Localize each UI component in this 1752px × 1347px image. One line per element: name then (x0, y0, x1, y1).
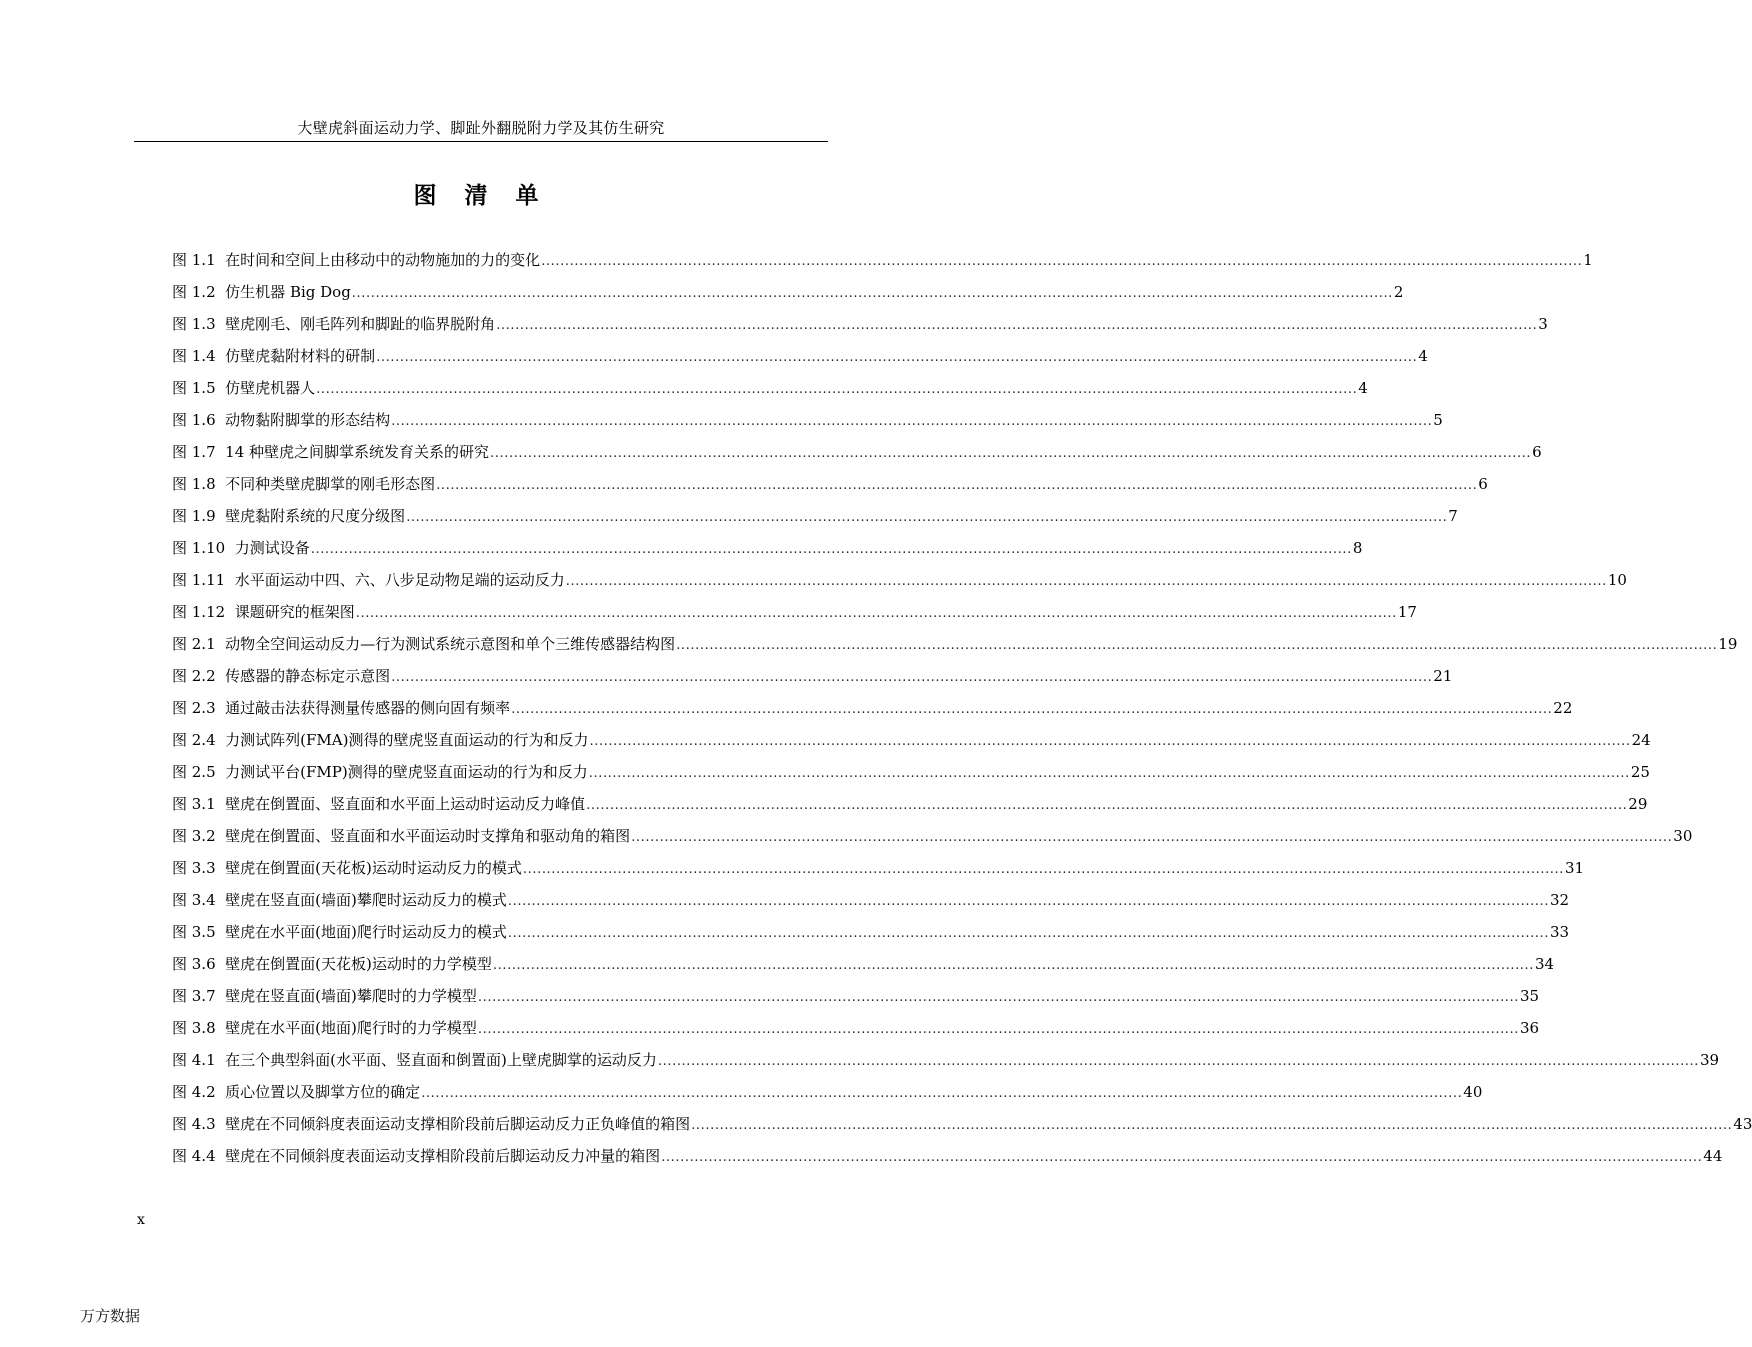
figure-list-item[interactable] (172, 500, 1458, 532)
figure-caption: 在三个典型斜面(水平面、竖直面和倒置面)上壁虎脚掌的运动反力 (225, 1051, 657, 1069)
figure-caption: 壁虎在倒置面、竖直面和水平面上运动时运动反力峰值 (225, 795, 586, 813)
figure-caption: 力测试平台(FMP)测得的壁虎竖直面运动的行为和反力 (225, 763, 588, 781)
figure-number-spacer (216, 916, 226, 948)
figure-caption: 仿壁虎机器人 (225, 379, 316, 397)
dot-leader: ............................................................................................................................................................................................................................ (589, 734, 1631, 749)
figure-number-spacer (216, 884, 226, 916)
figure-caption: 壁虎在不同倾斜度表面运动支撑相阶段前后脚运动反力冲量的箱图 (225, 1147, 661, 1165)
figure-list-item[interactable] (172, 1012, 1540, 1044)
figure-list-item[interactable] (172, 1044, 1720, 1076)
dot-leader: ............................................................................................................................................................................................................................ (522, 862, 1564, 877)
figure-list-item[interactable] (172, 564, 1627, 596)
watermark: 万方数据 (80, 1307, 141, 1325)
figure-number: 图 1.10 (172, 539, 226, 557)
dot-leader: ............................................................................................................................................................................................................................ (496, 318, 1538, 333)
figure-caption: 壁虎在水平面(地面)爬行时的力学模型 (225, 1019, 477, 1037)
figure-caption: 壁虎在竖直面(墙面)攀爬时运动反力的模式 (225, 891, 507, 909)
figure-caption: 不同种类壁虎脚掌的刚毛形态图 (225, 475, 436, 493)
figure-caption: 壁虎黏附系统的尺度分级图 (225, 507, 406, 525)
figure-list-item[interactable] (172, 628, 1738, 660)
figure-number-spacer (216, 244, 226, 276)
figure-page-number: 32 (1550, 891, 1570, 909)
figure-number: 图 1.12 (172, 603, 226, 621)
figure-number-spacer (216, 500, 226, 532)
figure-list-item[interactable] (172, 724, 1651, 756)
figure-caption: 仿壁虎黏附材料的研制 (225, 347, 376, 365)
figure-number-spacer (225, 564, 235, 596)
dot-leader: ............................................................................................................................................................................................................................ (355, 606, 1397, 621)
dot-leader: ............................................................................................................................................................................................................................ (376, 350, 1418, 365)
figure-list (172, 244, 1752, 1172)
figure-number: 图 1.4 (172, 347, 216, 365)
figure-caption: 质心位置以及脚掌方位的确定 (225, 1083, 421, 1101)
dot-leader: ............................................................................................................................................................................................................................ (477, 990, 1519, 1005)
dot-leader: ............................................................................................................................................................................................................................ (586, 798, 1628, 813)
dot-leader: ............................................................................................................................................................................................................................ (507, 926, 1549, 941)
figure-number-spacer (216, 1044, 226, 1076)
figure-number: 图 1.1 (172, 251, 216, 269)
figure-list-item[interactable] (172, 404, 1443, 436)
figure-page-number: 35 (1520, 987, 1540, 1005)
figure-number: 图 1.9 (172, 507, 216, 525)
figure-page-number: 44 (1703, 1147, 1723, 1165)
figure-caption: 力测试阵列(FMA)测得的壁虎竖直面运动的行为和反力 (225, 731, 589, 749)
figure-number: 图 2.3 (172, 699, 216, 717)
figure-number: 图 3.2 (172, 827, 216, 845)
running-header: 大壁虎斜面运动力学、脚趾外翻脱附力学及其仿生研究 (297, 119, 665, 137)
figure-caption: 壁虎在竖直面(墙面)攀爬时的力学模型 (225, 987, 477, 1005)
figure-list-item[interactable] (172, 660, 1453, 692)
figure-page-number: 7 (1448, 507, 1458, 525)
figure-caption: 水平面运动中四、六、八步足动物足端的运动反力 (234, 571, 565, 589)
figure-page-number: 17 (1397, 603, 1417, 621)
figure-page-number: 39 (1700, 1051, 1720, 1069)
figure-number: 图 4.3 (172, 1115, 216, 1133)
figure-number: 图 3.1 (172, 795, 216, 813)
figure-list-item[interactable] (172, 1140, 1723, 1172)
figure-page-number: 31 (1565, 859, 1585, 877)
figure-list-item[interactable] (172, 532, 1363, 564)
figure-list-item[interactable] (172, 852, 1585, 884)
dot-leader: ............................................................................................................................................................................................................................ (351, 286, 1393, 301)
figure-number: 图 3.4 (172, 891, 216, 909)
figure-list-item[interactable] (172, 948, 1555, 980)
figure-number-spacer (216, 788, 226, 820)
figure-number: 图 1.8 (172, 475, 216, 493)
figure-caption: 壁虎在不同倾斜度表面运动支撑相阶段前后脚运动反力正负峰值的箱图 (225, 1115, 691, 1133)
figure-number-spacer (225, 532, 235, 564)
figure-caption: 壁虎在倒置面(天花板)运动时的力学模型 (225, 955, 492, 973)
figure-page-number: 2 (1393, 283, 1404, 301)
figure-list-item[interactable] (172, 436, 1542, 468)
figure-page-number: 6 (1478, 475, 1488, 493)
figure-number-spacer (216, 1140, 226, 1172)
figure-caption: 动物黏附脚掌的形态结构 (225, 411, 391, 429)
figure-number-spacer (216, 756, 226, 788)
figure-number: 图 1.6 (172, 411, 216, 429)
figure-number-spacer (216, 404, 226, 436)
figure-number: 图 3.3 (172, 859, 216, 877)
figure-list-item[interactable] (172, 756, 1650, 788)
figure-number: 图 4.4 (172, 1147, 216, 1165)
figure-list-item[interactable] (172, 244, 1593, 276)
figure-number-spacer (216, 852, 226, 884)
figure-number-spacer (216, 660, 226, 692)
figure-page-number: 1 (1583, 251, 1593, 269)
figure-number: 图 3.6 (172, 955, 216, 973)
dot-leader: ............................................................................................................................................................................................................................ (421, 1086, 1463, 1101)
figure-list-item[interactable] (172, 1108, 1752, 1140)
dot-leader: ............................................................................................................................................................................................................................ (511, 702, 1553, 717)
figure-list-item[interactable] (172, 468, 1488, 500)
figure-page-number: 6 (1532, 443, 1542, 461)
figure-list-item[interactable] (172, 596, 1417, 628)
figure-page-number: 43 (1733, 1115, 1752, 1133)
dot-leader: ............................................................................................................................................................................................................................ (565, 574, 1607, 589)
figure-list-item[interactable] (172, 884, 1570, 916)
figure-list-item[interactable] (172, 308, 1548, 340)
dot-leader: ............................................................................................................................................................................................................................ (310, 542, 1352, 557)
dot-leader: ............................................................................................................................................................................................................................ (492, 958, 1534, 973)
figure-number: 图 4.2 (172, 1083, 216, 1101)
figure-number: 图 3.8 (172, 1019, 216, 1037)
figure-list-item[interactable] (172, 820, 1693, 852)
figure-page-number: 3 (1538, 315, 1548, 333)
figure-caption: 壁虎在倒置面、竖直面和水平面运动时支撑角和驱动角的箱图 (225, 827, 631, 845)
figure-number-spacer (216, 340, 226, 372)
dot-leader: ............................................................................................................................................................................................................................ (477, 1022, 1519, 1037)
dot-leader: ............................................................................................................................................................................................................................ (691, 1118, 1733, 1133)
figure-number-spacer (216, 980, 226, 1012)
figure-page-number: 24 (1631, 731, 1651, 749)
figure-number-spacer (225, 596, 235, 628)
page-number: x (137, 1212, 145, 1228)
figure-number: 图 2.1 (172, 635, 216, 653)
figure-page-number: 8 (1352, 539, 1363, 557)
dot-leader: ............................................................................................................................................................................................................................ (391, 414, 1433, 429)
figure-number-spacer (216, 948, 226, 980)
figure-number: 图 2.4 (172, 731, 216, 749)
figure-number: 图 1.11 (172, 571, 226, 589)
figure-page-number: 25 (1630, 763, 1650, 781)
figure-number: 图 1.7 (172, 443, 216, 461)
figure-list-item[interactable] (172, 980, 1540, 1012)
figure-caption: 通过敲击法获得测量传感器的侧向固有频率 (225, 699, 511, 717)
figure-caption: 课题研究的框架图 (234, 603, 355, 621)
figure-page-number: 21 (1433, 667, 1453, 685)
dot-leader: ............................................................................................................................................................................................................................ (661, 1150, 1703, 1165)
figure-page-number: 29 (1628, 795, 1648, 813)
figure-list-item[interactable] (172, 276, 1404, 308)
figure-number-spacer (216, 372, 226, 404)
figure-number-spacer (216, 308, 226, 340)
figure-list-item[interactable] (172, 788, 1648, 820)
figure-page-number: 30 (1673, 827, 1693, 845)
figure-number-spacer (216, 692, 226, 724)
figure-number: 图 3.7 (172, 987, 216, 1005)
dot-leader: ............................................................................................................................................................................................................................ (541, 254, 1583, 269)
figure-number: 图 1.3 (172, 315, 216, 333)
figure-page-number: 19 (1718, 635, 1738, 653)
dot-leader: ............................................................................................................................................................................................................................ (490, 446, 1532, 461)
figure-caption: 力测试设备 (234, 539, 310, 557)
figure-list-item[interactable] (172, 916, 1570, 948)
dot-leader: ............................................................................................................................................................................................................................ (676, 638, 1718, 653)
figure-list-item[interactable] (172, 1076, 1483, 1108)
figure-number-spacer (216, 628, 226, 660)
figure-number: 图 2.5 (172, 763, 216, 781)
figure-number: 图 2.2 (172, 667, 216, 685)
figure-caption: 传感器的静态标定示意图 (225, 667, 391, 685)
figure-number: 图 4.1 (172, 1051, 216, 1069)
figure-number-spacer (216, 1076, 226, 1108)
figure-number-spacer (216, 724, 226, 756)
dot-leader: ............................................................................................................................................................................................................................ (588, 766, 1630, 781)
figure-number: 图 1.2 (172, 283, 216, 301)
figure-list-item[interactable] (172, 340, 1428, 372)
figure-page-number: 10 (1607, 571, 1627, 589)
figure-caption: 14 种壁虎之间脚掌系统发育关系的研究 (225, 443, 490, 461)
dot-leader: ............................................................................................................................................................................................................................ (406, 510, 1448, 525)
figure-page-number: 33 (1550, 923, 1570, 941)
dot-leader: ............................................................................................................................................................................................................................ (657, 1054, 1699, 1069)
figure-caption: 壁虎在倒置面(天花板)运动时运动反力的模式 (225, 859, 522, 877)
figure-caption: 动物全空间运动反力—行为测试系统示意图和单个三维传感器结构图 (225, 635, 676, 653)
figure-page-number: 36 (1520, 1019, 1540, 1037)
dot-leader: ............................................................................................................................................................................................................................ (436, 478, 1478, 493)
figure-list-item[interactable] (172, 372, 1368, 404)
figure-number-spacer (216, 1012, 226, 1044)
figure-number-spacer (216, 436, 226, 468)
figure-number: 图 1.5 (172, 379, 216, 397)
figure-page-number: 40 (1463, 1083, 1483, 1101)
figure-page-number: 5 (1433, 411, 1443, 429)
page-title: 图 清 单 (413, 183, 549, 209)
dot-leader: ............................................................................................................................................................................................................................ (507, 894, 1549, 909)
figure-number: 图 3.5 (172, 923, 216, 941)
dot-leader: ............................................................................................................................................................................................................................ (316, 382, 1358, 397)
figure-page-number: 22 (1553, 699, 1573, 717)
figure-caption: 仿生机器 Big Dog (225, 283, 351, 301)
figure-caption: 壁虎在水平面(地面)爬行时运动反力的模式 (225, 923, 507, 941)
figure-caption: 在时间和空间上由移动中的动物施加的力的变化 (225, 251, 541, 269)
figure-number-spacer (216, 276, 226, 308)
figure-page-number: 34 (1535, 955, 1555, 973)
figure-page-number: 4 (1418, 347, 1428, 365)
figure-number-spacer (216, 1108, 226, 1140)
figure-list-item[interactable] (172, 692, 1573, 724)
dot-leader: ............................................................................................................................................................................................................................ (631, 830, 1673, 845)
figure-caption: 壁虎刚毛、刚毛阵列和脚趾的临界脱附角 (225, 315, 496, 333)
dot-leader: ............................................................................................................................................................................................................................ (391, 670, 1433, 685)
figure-number-spacer (216, 468, 226, 500)
figure-number-spacer (216, 820, 226, 852)
figure-page-number: 4 (1358, 379, 1368, 397)
header-rule (134, 141, 828, 142)
